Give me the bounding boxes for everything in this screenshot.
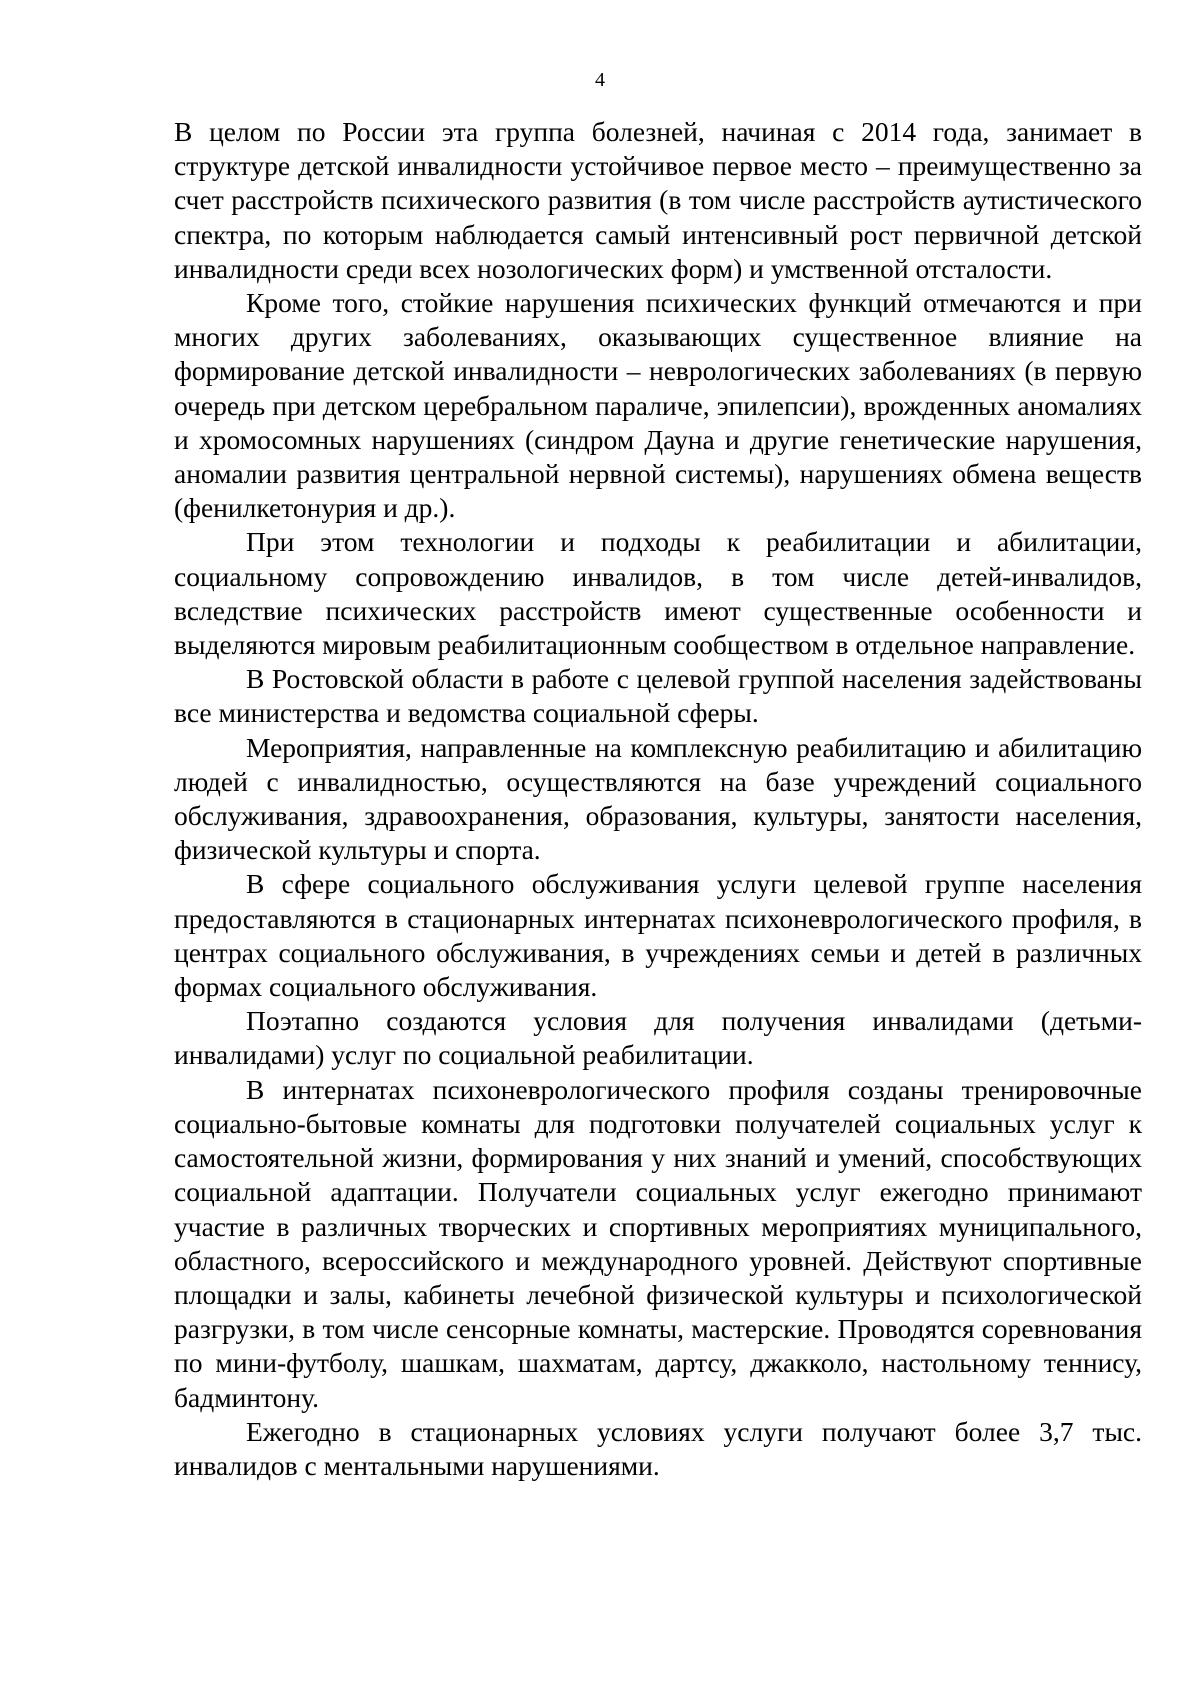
paragraph-rostov-region: В Ростовской области в работе с целевой группой населения задействованы все министерства и ведомства социальной сферы. bbox=[174, 663, 1142, 729]
paragraph-annual-stationary-services: Ежегодно в стационарных условиях услуги получают более 3,7 тыс. инвалидов с ментальными нарушениями. bbox=[174, 1415, 1142, 1481]
document-body bbox=[174, 115, 1142, 1483]
paragraph-comprehensive-rehabilitation: Мероприятия, направленные на комплексную реабилитацию и абилитацию людей с инвалидностью, осуществляются на базе учреждений социального обслуживания, здравоохранения, образования, культуры, занятости населения, физической культуры и спорта. bbox=[174, 731, 1142, 866]
paragraph-mental-function-disorders: Кроме того, стойкие нарушения психических функций отмечаются и при многих других заболеваниях, оказывающих существенное влияние на формирование детской инвалидности – неврологических заболеваниях (в первую очередь при детском церебральном параличе, эпилепсии), врожденных аномалиях и хромосомных нарушениях (синдром Дауна и другие генетические нарушения, аномалии развития центральной нервной системы), нарушениях обмена веществ (фенилкетонурия и др.). bbox=[174, 287, 1142, 524]
page-number: 4 bbox=[595, 69, 605, 91]
paragraph-rehabilitation-technologies: При этом технологии и подходы к реабилитации и абилитации, социальному сопровождению инвалидов, в том числе детей-инвалидов, вследствие психических расстройств имеют существенные особенности и выделяются мировым реабилитационным сообществом в отдельное направление. bbox=[174, 526, 1142, 661]
paragraph-social-services: В сфере социального обслуживания услуги целевой группе населения предоставляются в стационарных интернатах психоневрологического профиля, в центрах социального обслуживания, в учреждениях семьи и детей в различных формах социального обслуживания. bbox=[174, 868, 1142, 1003]
paragraph-stepwise-conditions: Поэтапно создаются условия для получения инвалидами (детьми-инвалидами) услуг по социальной реабилитации. bbox=[174, 1005, 1142, 1071]
paragraph-psychoneurological-boarding: В интернатах психоневрологического профиля созданы тренировочные социально-бытовые комнаты для подготовки получателей социальных услуг к самостоятельной жизни, формирования у них знаний и умений, способствующих социальной адаптации. Получатели социальных услуг ежегодно принимают участие в различных творческих и спортивных мероприятиях муниципального, областного, всероссийского и международного уровней. Действуют спортивные площадки и залы, кабинеты лечебной физической культуры и психологической разгрузки, в том числе сенсорные комнаты, мастерские. Проводятся соревнования по мини-футболу, шашкам, шахматам, дартсу, джакколо, настольному теннису, бадминтону. bbox=[174, 1073, 1142, 1413]
paragraph-russia-disability-structure: В целом по России эта группа болезней, начиная с 2014 года, занимает в структуре детской инвалидности устойчивое первое место – преимущественно за счет расстройств психического развития (в том числе расстройств аутистического спектра, по которым наблюдается самый интенсивный рост первичной детской инвалидности среди всех нозологических форм) и умственной отсталости. bbox=[174, 116, 1142, 284]
